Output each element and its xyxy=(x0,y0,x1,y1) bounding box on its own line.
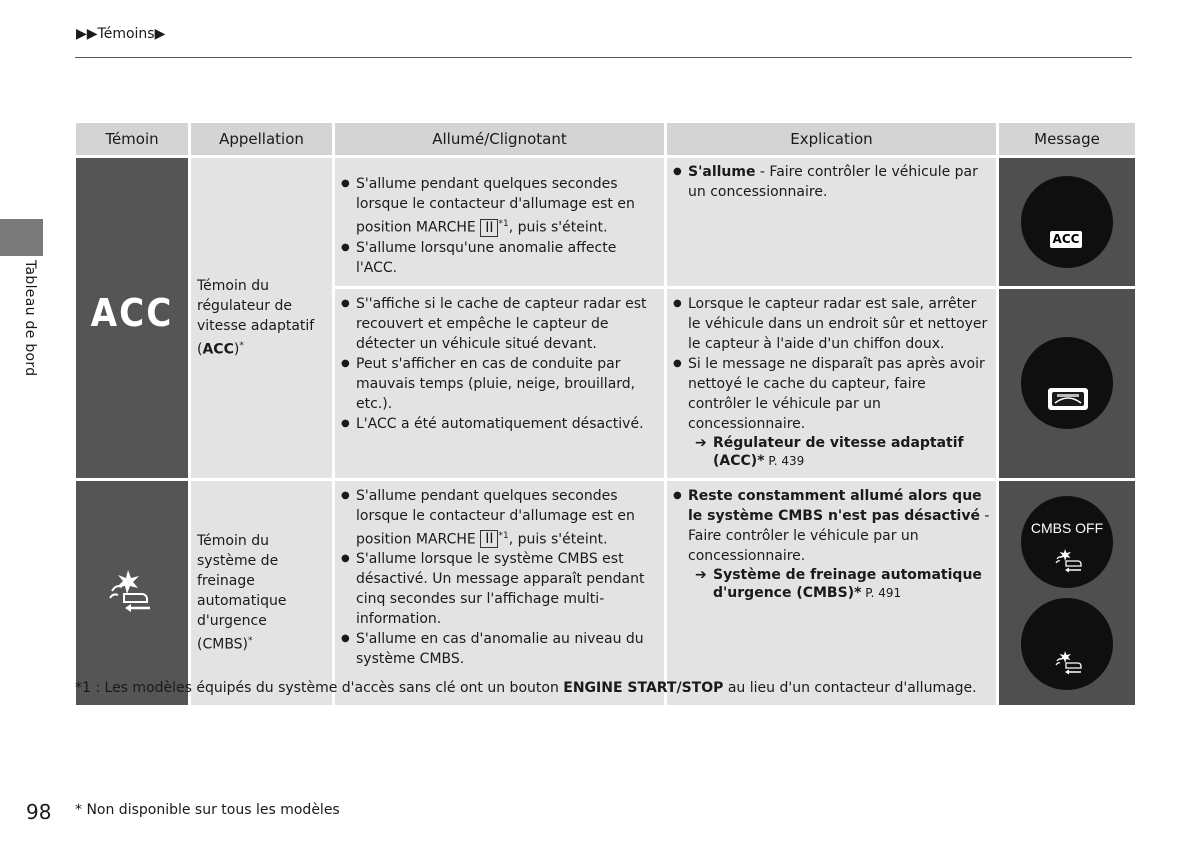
table-row xyxy=(76,158,1135,286)
acc-badge-icon: ACC xyxy=(1050,231,1082,248)
header-message: Message xyxy=(999,123,1135,155)
acc-name-star: * xyxy=(239,341,244,351)
acc-message-cell-1 xyxy=(999,158,1135,286)
acc-expl-2 xyxy=(667,289,996,478)
expl-bold: S'allume xyxy=(688,164,756,180)
header-allume: Allumé/Clignotant xyxy=(335,123,664,155)
list-item: ● S''affiche si le cache de capteur radar est recouvert et empêche le capteur de détecter un véhicule situé devant. xyxy=(341,294,658,354)
expl-text: - Faire contrôler le véhicule par un concessionnaire. xyxy=(688,164,978,200)
list-item: ● S'allume lorsque le système CMBS est désactivé. Un message apparaît pendant cinq secondes sur l'affichage multi-information. xyxy=(341,549,658,629)
cmbs-off-display-circle xyxy=(1021,496,1113,588)
acc-message-cell-2 xyxy=(999,289,1135,478)
availability-note: * Non disponible sur tous les modèles xyxy=(75,802,340,818)
side-tab-marker xyxy=(0,219,43,256)
ignition-key-symbol: II xyxy=(480,530,498,548)
breadcrumb-end-arrow: ▶ xyxy=(154,26,166,42)
list-item xyxy=(673,162,990,202)
list-item: ● S'allume lorsqu'une anomalie affecte l'ACC. xyxy=(341,238,658,278)
footnote-ref: *1 xyxy=(498,219,509,229)
acc-indicator-cell xyxy=(76,158,188,478)
cmbs-indicator-cell xyxy=(76,481,188,705)
cmbs-expl xyxy=(667,481,996,705)
radar-display-circle xyxy=(1021,337,1113,429)
footnote-text: *1 : Les modèles équipés du système d'accès sans clé ont un bouton xyxy=(75,680,564,696)
side-tab-label: Tableau de bord xyxy=(22,260,38,377)
list-item: ● Si le message ne disparaît pas après avoir nettoyé le cache du capteur, faire contrôler le véhicule par un concessionnaire. xyxy=(673,354,990,434)
cmbs-warning-display-circle xyxy=(1021,598,1113,690)
cmbs-name-star: * xyxy=(248,635,253,646)
list-item xyxy=(673,486,990,566)
table-header-row xyxy=(76,123,1135,155)
footnote xyxy=(75,680,977,696)
reference-page[interactable]: P. 491 xyxy=(861,585,902,600)
expl-text: - Faire contrôler le véhicule par un concessionnaire. xyxy=(688,507,990,564)
footnote-ref: *1 xyxy=(498,530,509,541)
breadcrumb-arrows: ▶▶ xyxy=(76,26,98,42)
list-item xyxy=(341,174,658,238)
reference-arrow-icon: ➔ xyxy=(695,566,707,583)
footnote-text-end: au lieu d'un contacteur d'allumage. xyxy=(723,680,977,696)
acc-indicator-icon: ACC xyxy=(90,291,174,336)
bullet-text: S'allume pendant quelques secondes lorsque le contacteur d'allumage est en position MARCHE xyxy=(356,176,635,236)
reference-star: * xyxy=(757,452,765,469)
cmbs-small-icon xyxy=(1021,598,1113,690)
bullet-text-end: , puis s'éteint. xyxy=(508,219,608,236)
list-item xyxy=(341,486,658,550)
breadcrumb[interactable] xyxy=(76,26,165,42)
cmbs-small-icon xyxy=(1021,496,1113,588)
cmbs-on-desc xyxy=(335,481,664,705)
page-number: 98 xyxy=(26,800,52,824)
list-item: ● Peut s'afficher en cas de conduite par mauvais temps (pluie, neige, brouillard, etc.). xyxy=(341,354,658,414)
expl-bold: Reste constamment allumé alors que le système CMBS n'est pas désactivé xyxy=(688,487,982,524)
acc-expl-1 xyxy=(667,158,996,286)
breadcrumb-label[interactable]: Témoins xyxy=(97,26,155,42)
reference-page[interactable]: P. 439 xyxy=(764,453,805,468)
radar-blocked-icon xyxy=(1021,337,1113,429)
indicator-table xyxy=(73,120,1138,708)
cmbs-indicator-icon xyxy=(106,567,158,613)
list-item: ● L'ACC a été automatiquement désactivé. xyxy=(341,414,658,434)
reference-title[interactable]: Système de freinage automatique d'urgence (CMBS) xyxy=(713,566,982,601)
cmbs-message-cell xyxy=(999,481,1135,705)
acc-name-cell xyxy=(191,158,332,478)
acc-name-close: ) xyxy=(233,341,240,358)
reference-title[interactable]: Régulateur de vitesse adaptatif (ACC) xyxy=(713,434,964,469)
acc-name-text: Témoin du régulateur de vitesse adaptatif ( xyxy=(197,278,315,358)
header-temoin: Témoin xyxy=(76,123,188,155)
cmbs-off-text: CMBS OFF xyxy=(1030,519,1104,536)
footnote-bold: ENGINE START/STOP xyxy=(563,680,724,696)
reference-star: * xyxy=(854,584,862,601)
ignition-key-symbol: II xyxy=(480,219,498,237)
table-row xyxy=(76,481,1135,705)
acc-on-desc-1 xyxy=(335,158,664,286)
reference-arrow-icon: ➔ xyxy=(695,434,707,451)
acc-page-reference[interactable] xyxy=(673,434,990,470)
acc-name-bold: ACC xyxy=(202,341,234,358)
cmbs-name-text: Témoin du système de freinage automatique d'urgence (CMBS) xyxy=(197,532,287,653)
header-appellation: Appellation xyxy=(191,123,332,155)
acc-display-circle xyxy=(1021,176,1113,268)
header-explication: Explication xyxy=(667,123,996,155)
cmbs-page-reference[interactable] xyxy=(673,566,990,602)
list-item: ● Lorsque le capteur radar est sale, arrêter le véhicule dans un endroit sûr et nettoyer le capteur à l'aide d'un chiffon doux. xyxy=(673,294,990,354)
bullet-text-end: , puis s'éteint. xyxy=(508,531,608,548)
cmbs-name-cell xyxy=(191,481,332,705)
header-divider xyxy=(75,57,1132,58)
bullet-text: S'allume pendant quelques secondes lorsque le contacteur d'allumage est en position MARCHE xyxy=(356,487,635,548)
acc-on-desc-2 xyxy=(335,289,664,478)
list-item: ● S'allume en cas d'anomalie au niveau du système CMBS. xyxy=(341,629,658,669)
